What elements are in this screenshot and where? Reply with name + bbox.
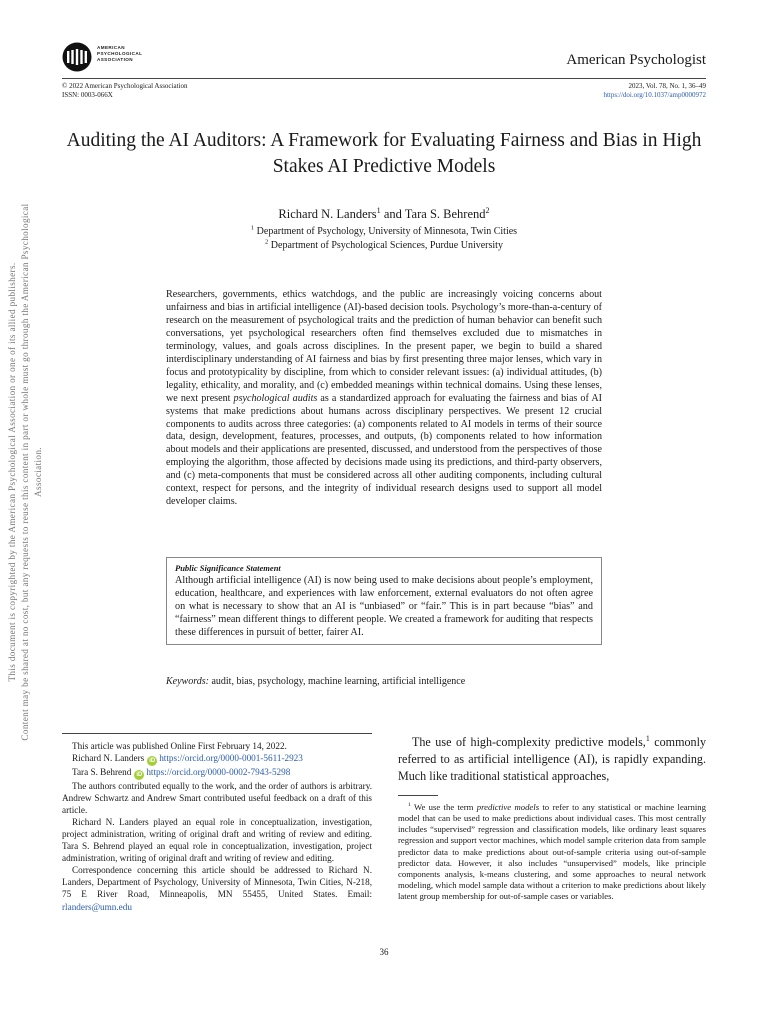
affiliation-marker: 1 [376,205,381,215]
copyright-block [62,82,187,100]
publisher-logo-text [97,45,142,64]
public-significance-box [166,557,602,645]
affiliation-text: Department of Psychology, University of Minnesota, Twin Cities [254,226,518,237]
abstract-emphasis: psychological audits [233,392,318,404]
logo-line: ASSOCIATION [97,57,133,63]
article-title: Auditing the AI Auditors: A Framework for Evaluating Fairness and Bias in High Stakes AI Predictive Models [66,130,702,177]
author-join: and [380,207,405,221]
correspondence-note [62,864,372,912]
orcid-author: Tara S. Behrend [72,767,132,778]
copyright-watermark [6,202,45,742]
footnote-divider [398,795,438,796]
volume-info: 2023, Vol. 78, No. 1, 36–49 [628,82,706,90]
publication-note: This article was published Online First February 14, 2022. [72,741,287,751]
watermark-line: This document is copyrighted by the American Psychological Association or one of its allied publishers. [7,262,17,682]
author-line [62,207,706,222]
orcid-icon: iD [136,772,143,779]
logo-line: AMERICAN [97,45,125,50]
orcid-row [62,766,372,780]
keywords-values: audit, bias, psychology, machine learning, artificial intelligence [208,676,466,687]
author-name: Richard N. Landers [278,207,377,221]
author-name: Tara S. Behrend [404,207,486,221]
footnote [398,802,706,902]
abstract [166,289,602,509]
footnote-text: We use the term [410,802,477,812]
email-link[interactable]: rlanders@umn.edu [62,901,132,912]
roles-note: Richard N. Landers played an equal role in conceptualization, investigation, project administration, writing of original draft and writing of review and editing. Tara S. Behrend played an equal role in conceptualization, investigation, project administration, writing of original draft and writing of review and editing. [62,817,372,864]
footnote-ref[interactable]: 1 [645,733,650,743]
footnote-emphasis: predictive models [476,802,540,812]
doi-link[interactable]: https://doi.org/10.1037/amp0000972 [603,91,706,99]
journal-name: American Psychologist [566,52,706,68]
body-text: commonly referred to as artificial intelligence (AI), is rapidly expanding. Much like traditional statistical approaches, [398,735,706,784]
body-text: The use of high-complexity predictive models, [412,735,646,749]
affiliation-text: Department of Psychological Sciences, Purdue University [268,240,503,251]
keywords [166,676,602,687]
orcid-row [62,752,372,766]
keywords-label: Keywords: [166,676,209,687]
significance-text: Although artificial intelligence (AI) is now being used to make decisions about people’s employment, education, healthcare, and experiences with law enforcement, external evaluators do not often agree on what is necessary to show that an AI is “unbiased” or “fair.” This is in part because “bias” and “fairness” mean different things to different people. We created a framework for auditing that respects these differences in pursuit of better, fairer AI. [175,575,593,639]
affiliation-marker: 2 [265,238,269,246]
header-divider [62,78,706,79]
orcid-icon: iD [149,758,156,765]
affiliation-line [62,239,706,253]
citation-block [603,82,706,100]
correspondence-text: Correspondence concerning this article should be addressed to Richard N. Landers, Department of Psychology, University of Minnesota, Twin Cities, N-218, 75 E River Road, Minneapolis, MN 55455, United States. Email: [62,865,372,900]
abstract-text: Researchers, governments, ethics watchdogs, and the public are increasingly voicing concerns about unfairness and bias in artificial intelligence (AI)-based decision tools. Psychology’s more-than-a-century of research on the measurement of psychological traits and the prediction of human behavior can benefit such conversations, yet psychological researchers often find themselves excluded due to mismatches in terminology, values, and goals across disciplines. In the present paper, we begin to build a shared interdisciplinary understanding of AI fairness and bias by first presenting three major lenses, which vary in focus and prototypicality by discipline, from which to consider relevant issues: (a) individual attitudes, (b) legality, ethicality, and morality, and (c) embedded meanings within technical domains. Using these lenses, we next present [166,289,602,404]
affiliation-marker: 1 [250,224,255,232]
footnote-text: to refer to any statistical or machine learning model that can be used to make predictions about individual cases. This most centrally includes “supervised” regression and classification models, like ordinary least squares regression and support vector machines, which model sample criterion data from sample predictor data to make predictions about out-of-sample criteria using out-of-sample predictor data. However, it also includes “unsupervised” models, like principle components analysis, k-means clustering, and some approaches to neural network modeling, which model sample data without a criterion to make predictions about likely latent group membership for out-of-sample cases or variables. [398,802,706,902]
apa-logo-icon [62,42,92,72]
abstract-text: as a standardized approach for evaluating the fairness and bias of AI systems that make predictions about humans across disciplinary perspectives. We present 12 crucial components to audits across three categories: (a) components related to AI models in terms of their source data, design, development, features, processes, and outputs, (b) components related to how information about models and their applications are presented, discussed, and understood from the perspectives of those employing the algorithm, those affected by decisions made using its predictions, and third-party observers, and (c) meta-components that must be considered across all other auditing components, including cultural context, respect for persons, and the integrity of individual research designs used to support all model developer claims. [166,392,603,508]
footnote-marker: 1 [408,802,411,809]
copyright-line: © 2022 American Psychological Association [62,82,188,90]
orcid-link[interactable]: https://orcid.org/0000-0001-5611-2923 [159,753,303,764]
notes-divider [62,733,372,734]
orcid-link[interactable]: https://orcid.org/0000-0002-7943-5298 [146,767,291,778]
watermark-line: Content may be shared at no cost, but any requests to reuse this content in part or whole must go through the American Psychological Association. [20,203,43,741]
affiliation-marker: 2 [485,205,490,215]
logo-line: PSYCHOLOGICAL [97,51,143,57]
affiliation-line [62,225,706,239]
author-notes [62,740,372,913]
contribution-note: The authors contributed equally to the work, and the order of authors is arbitrary. Andrew Schwartz and Andrew Smart contributed useful feedback on a draft of this article. [62,781,372,816]
body-paragraph [398,734,706,786]
significance-heading: Public Significance Statement [175,563,281,573]
issn-line: ISSN: 0003-066X [62,91,113,99]
page-number: 36 [379,947,389,957]
orcid-author: Richard N. Landers [72,753,145,764]
affiliations [62,225,706,253]
